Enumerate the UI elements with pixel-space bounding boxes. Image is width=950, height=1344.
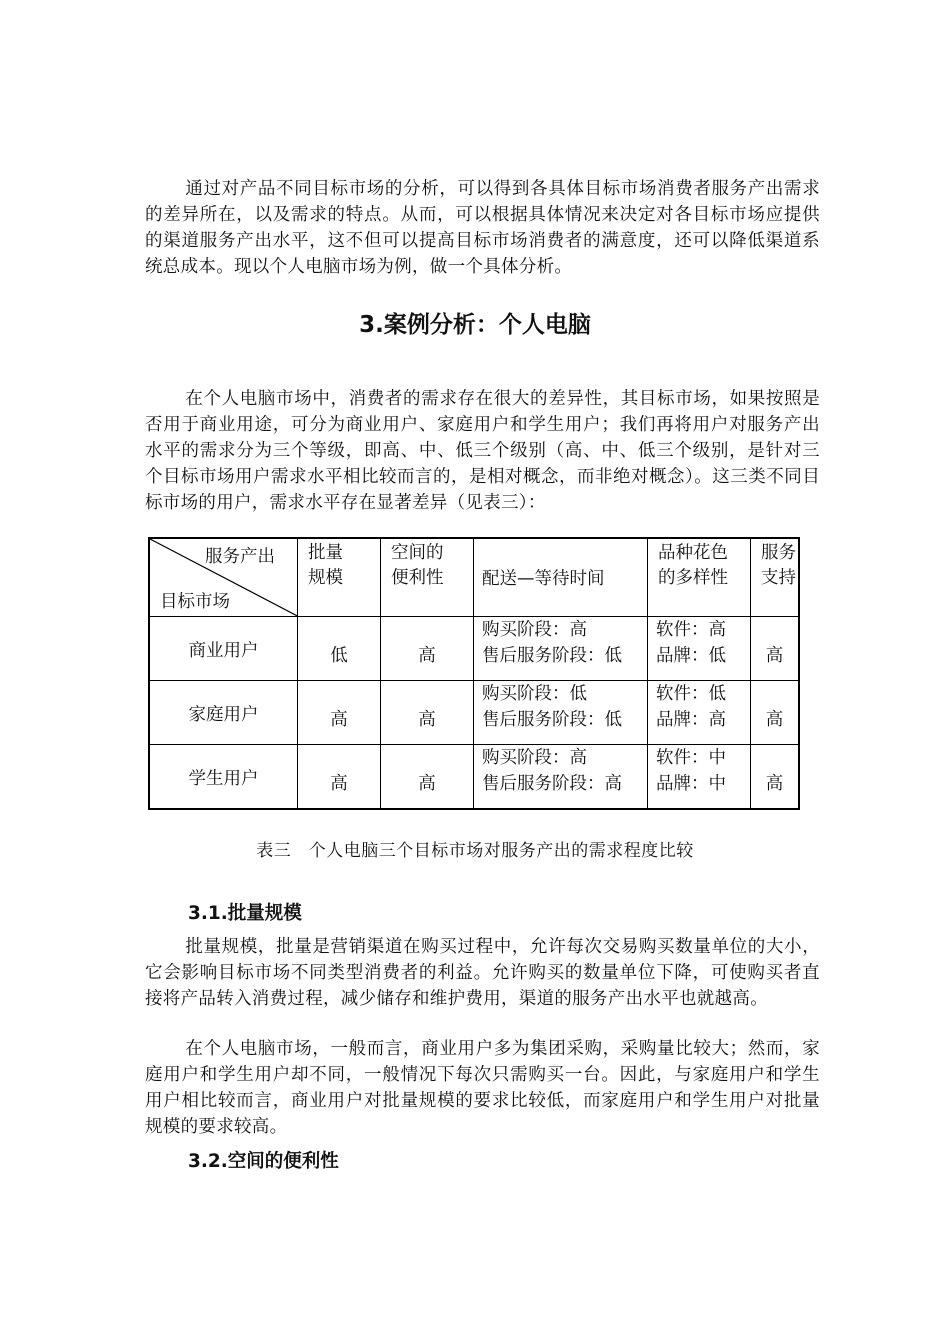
intro-paragraph-text: 通过对产品不同目标市场的分析，可以得到各具体目标市场消费者服务产出需求的差异所在，以及需求的特点。从而，可以根据具体情况来决定对各目标市场应提供的渠道服务产出水平，这不但可以提高目标市场消费者的满意度，还可以降低渠道系统总成本。现以个人电脑市场为例，做一个具体分析。 — [145, 179, 820, 277]
delivery-cell: 购买阶段：高 售后服务阶段：低 — [474, 616, 648, 680]
variety-cell: 软件：中 品牌：中 — [648, 745, 751, 809]
support-cell: 高 — [751, 681, 800, 745]
row-label: 商业用户 — [149, 616, 298, 680]
support-cell: 高 — [751, 745, 800, 809]
batch-cell: 高 — [298, 745, 381, 809]
table-row — [149, 616, 799, 680]
delivery-cell: 购买阶段：高 售后服务阶段：高 — [474, 745, 648, 809]
demand-comparison-table — [148, 537, 800, 810]
row-label: 家庭用户 — [149, 681, 298, 745]
header-space: 空间的 便利性 — [381, 538, 474, 616]
table-caption: 表三 个人电脑三个目标市场对服务产出的需求程度比较 — [256, 841, 694, 861]
section-title: 3.案例分析：个人电脑 — [359, 312, 591, 338]
space-cell: 高 — [381, 745, 474, 809]
header-delivery: 配送—等待时间 — [474, 538, 648, 616]
case-paragraph-text: 在个人电脑市场中，消费者的需求存在很大的差异性，其目标市场，如果按照是否用于商业用途，可分为商业用户、家庭用户和学生用户；我们再将用户对服务产出水平的需求分为三个等级，即高、中、低三个级别（高、中、低三个级别，是针对三个目标市场用户需求水平相比较而言的，是相对概念，而非绝对概念）。这三类不同目标市场的用户，需求水平存在显著差异（见表三）： — [145, 389, 820, 513]
subsection-title: 3.1.批量规模 — [188, 903, 302, 924]
batch-paragraph-text: 批量规模，批量是营销渠道在购买过程中，允许每次交易购买数量单位的大小，它会影响目标市场不同类型消费者的利益。允许购买的数量单位下降，可使购买者直接将产品转入消费过程，减少储存和维护费用，渠道的服务产出水平也就越高。 — [145, 937, 820, 1009]
table-row — [149, 745, 799, 809]
space-cell: 高 — [381, 616, 474, 680]
corner-bottom-label: 目标市场 — [160, 591, 230, 612]
intro-paragraph — [145, 176, 820, 280]
header-support: 服务 支持 — [751, 538, 800, 616]
batch-cell: 高 — [298, 681, 381, 745]
table-row — [149, 681, 799, 745]
corner-header-cell — [149, 538, 298, 616]
variety-cell: 软件：低 品牌：高 — [648, 681, 751, 745]
table-header-row — [149, 538, 799, 616]
case-paragraph — [145, 386, 820, 516]
batch-paragraph — [145, 934, 820, 1012]
corner-top-label: 服务产出 — [205, 547, 275, 567]
batch-cell: 低 — [298, 616, 381, 680]
header-variety: 品种花色 的多样性 — [648, 538, 751, 616]
header-batch: 批量 规模 — [298, 538, 381, 616]
space-cell: 高 — [381, 681, 474, 745]
row-label: 学生用户 — [149, 745, 298, 809]
variety-cell: 软件：高 品牌：低 — [648, 616, 751, 680]
subsection-title: 3.2.空间的便利性 — [188, 1151, 339, 1172]
delivery-cell: 购买阶段：低 售后服务阶段：低 — [474, 681, 648, 745]
batch-market-paragraph-text: 在个人电脑市场，一般而言，商业用户多为集团采购，采购量比较大；然而，家庭用户和学生用户却不同，一般情况下每次只需购买一台。因此，与家庭用户和学生用户相比较而言，商业用户对批量规模的要求比较低，而家庭用户和学生用户对批量规模的要求较高。 — [145, 1039, 820, 1137]
batch-market-paragraph — [145, 1036, 820, 1140]
support-cell: 高 — [751, 616, 800, 680]
